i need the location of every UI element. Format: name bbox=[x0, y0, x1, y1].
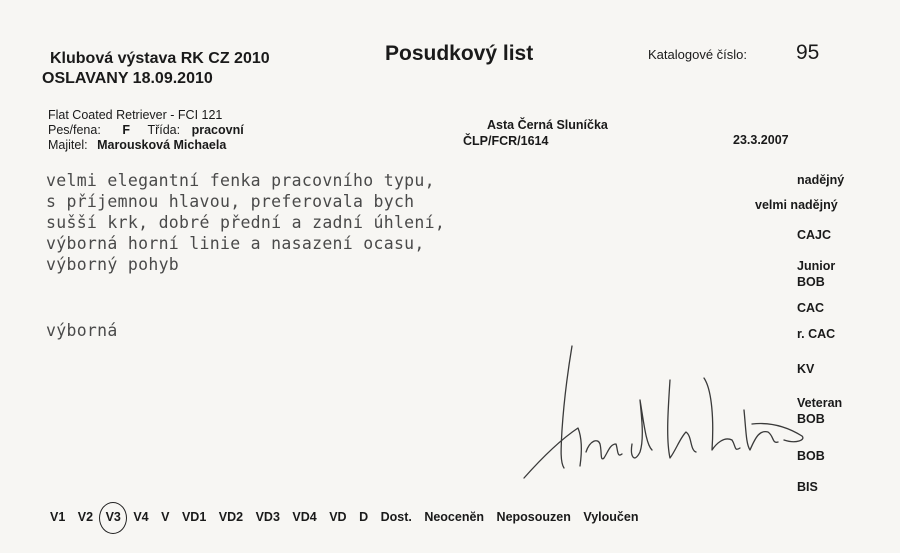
award-junior: Junior bbox=[797, 259, 836, 273]
grade-option: V1 bbox=[50, 510, 66, 524]
sex-label: Pes/fena: bbox=[48, 123, 101, 137]
class-value: pracovní bbox=[191, 123, 244, 137]
grade-option: VD1 bbox=[181, 510, 207, 524]
evaluation-text bbox=[46, 170, 445, 275]
evaluation-line: sušší krk, dobré přední a zadní úhlení, bbox=[46, 213, 446, 232]
grade-option: V bbox=[161, 510, 170, 524]
dog-birth-date: 23.3.2007 bbox=[733, 133, 789, 147]
owner-value: Marousková Michaela bbox=[97, 138, 227, 152]
grade-option: Vyloučen bbox=[583, 510, 639, 524]
grade-option: VD3 bbox=[255, 510, 280, 524]
award-bob: BOB bbox=[797, 449, 825, 463]
grade-option: D bbox=[359, 510, 369, 524]
show-location-date: OSLAVANY 18.09.2010 bbox=[42, 70, 213, 87]
evaluation-line: výborná horní linie a nasazení ocasu, bbox=[46, 234, 425, 253]
evaluation-line: velmi elegantní fenka pracovního typu, bbox=[46, 171, 435, 190]
evaluation-grade: výborná bbox=[46, 321, 118, 340]
sex-value: F bbox=[122, 123, 130, 137]
dog-name: Asta Černá Sluníčka bbox=[487, 118, 608, 132]
show-name: Klubová výstava RK CZ 2010 bbox=[50, 50, 270, 67]
document-title: Posudkový list bbox=[385, 42, 534, 65]
catalog-number: 95 bbox=[796, 41, 820, 64]
grade-option: Neocenĕn bbox=[424, 510, 485, 524]
grade-option-selected: V3 bbox=[105, 510, 121, 524]
award-cac: CAC bbox=[797, 301, 825, 315]
grade-option: VD2 bbox=[218, 510, 244, 524]
grades-row bbox=[50, 510, 647, 524]
evaluation-line: výborný pohyb bbox=[46, 255, 180, 274]
award-veteran-bob: BOB bbox=[797, 412, 825, 426]
award-nadejny: nadějný bbox=[797, 173, 845, 187]
grade-option: V4 bbox=[133, 510, 149, 524]
grade-option: VD4 bbox=[292, 510, 317, 524]
grade-option: V2 bbox=[77, 510, 94, 524]
judge-signature bbox=[520, 340, 820, 490]
evaluation-line: s příjemnou hlavou, preferovala bych bbox=[46, 192, 415, 211]
grade-option: Neposouzen bbox=[496, 510, 571, 524]
owner-label: Majitel: bbox=[48, 138, 88, 152]
award-bis: BIS bbox=[797, 480, 818, 494]
class-label: Třída: bbox=[147, 123, 181, 137]
grade-option: Dost. bbox=[380, 510, 412, 524]
grade-option: VD bbox=[329, 510, 347, 524]
award-rcac: r. CAC bbox=[797, 327, 836, 341]
sex-class-row bbox=[48, 123, 244, 137]
award-junior-bob: BOB bbox=[797, 275, 825, 289]
award-velmi-nadejny: velmi nadějný bbox=[755, 198, 838, 212]
dog-registration: ČLP/FCR/1614 bbox=[463, 134, 549, 148]
breed-line: Flat Coated Retriever - FCI 121 bbox=[48, 108, 223, 122]
award-cajc: CAJC bbox=[797, 228, 832, 242]
award-veteran: Veteran bbox=[797, 396, 843, 410]
owner-row bbox=[48, 138, 226, 152]
catalog-number-label: Katalogové číslo: bbox=[648, 47, 748, 62]
award-kv: KV bbox=[797, 362, 815, 376]
